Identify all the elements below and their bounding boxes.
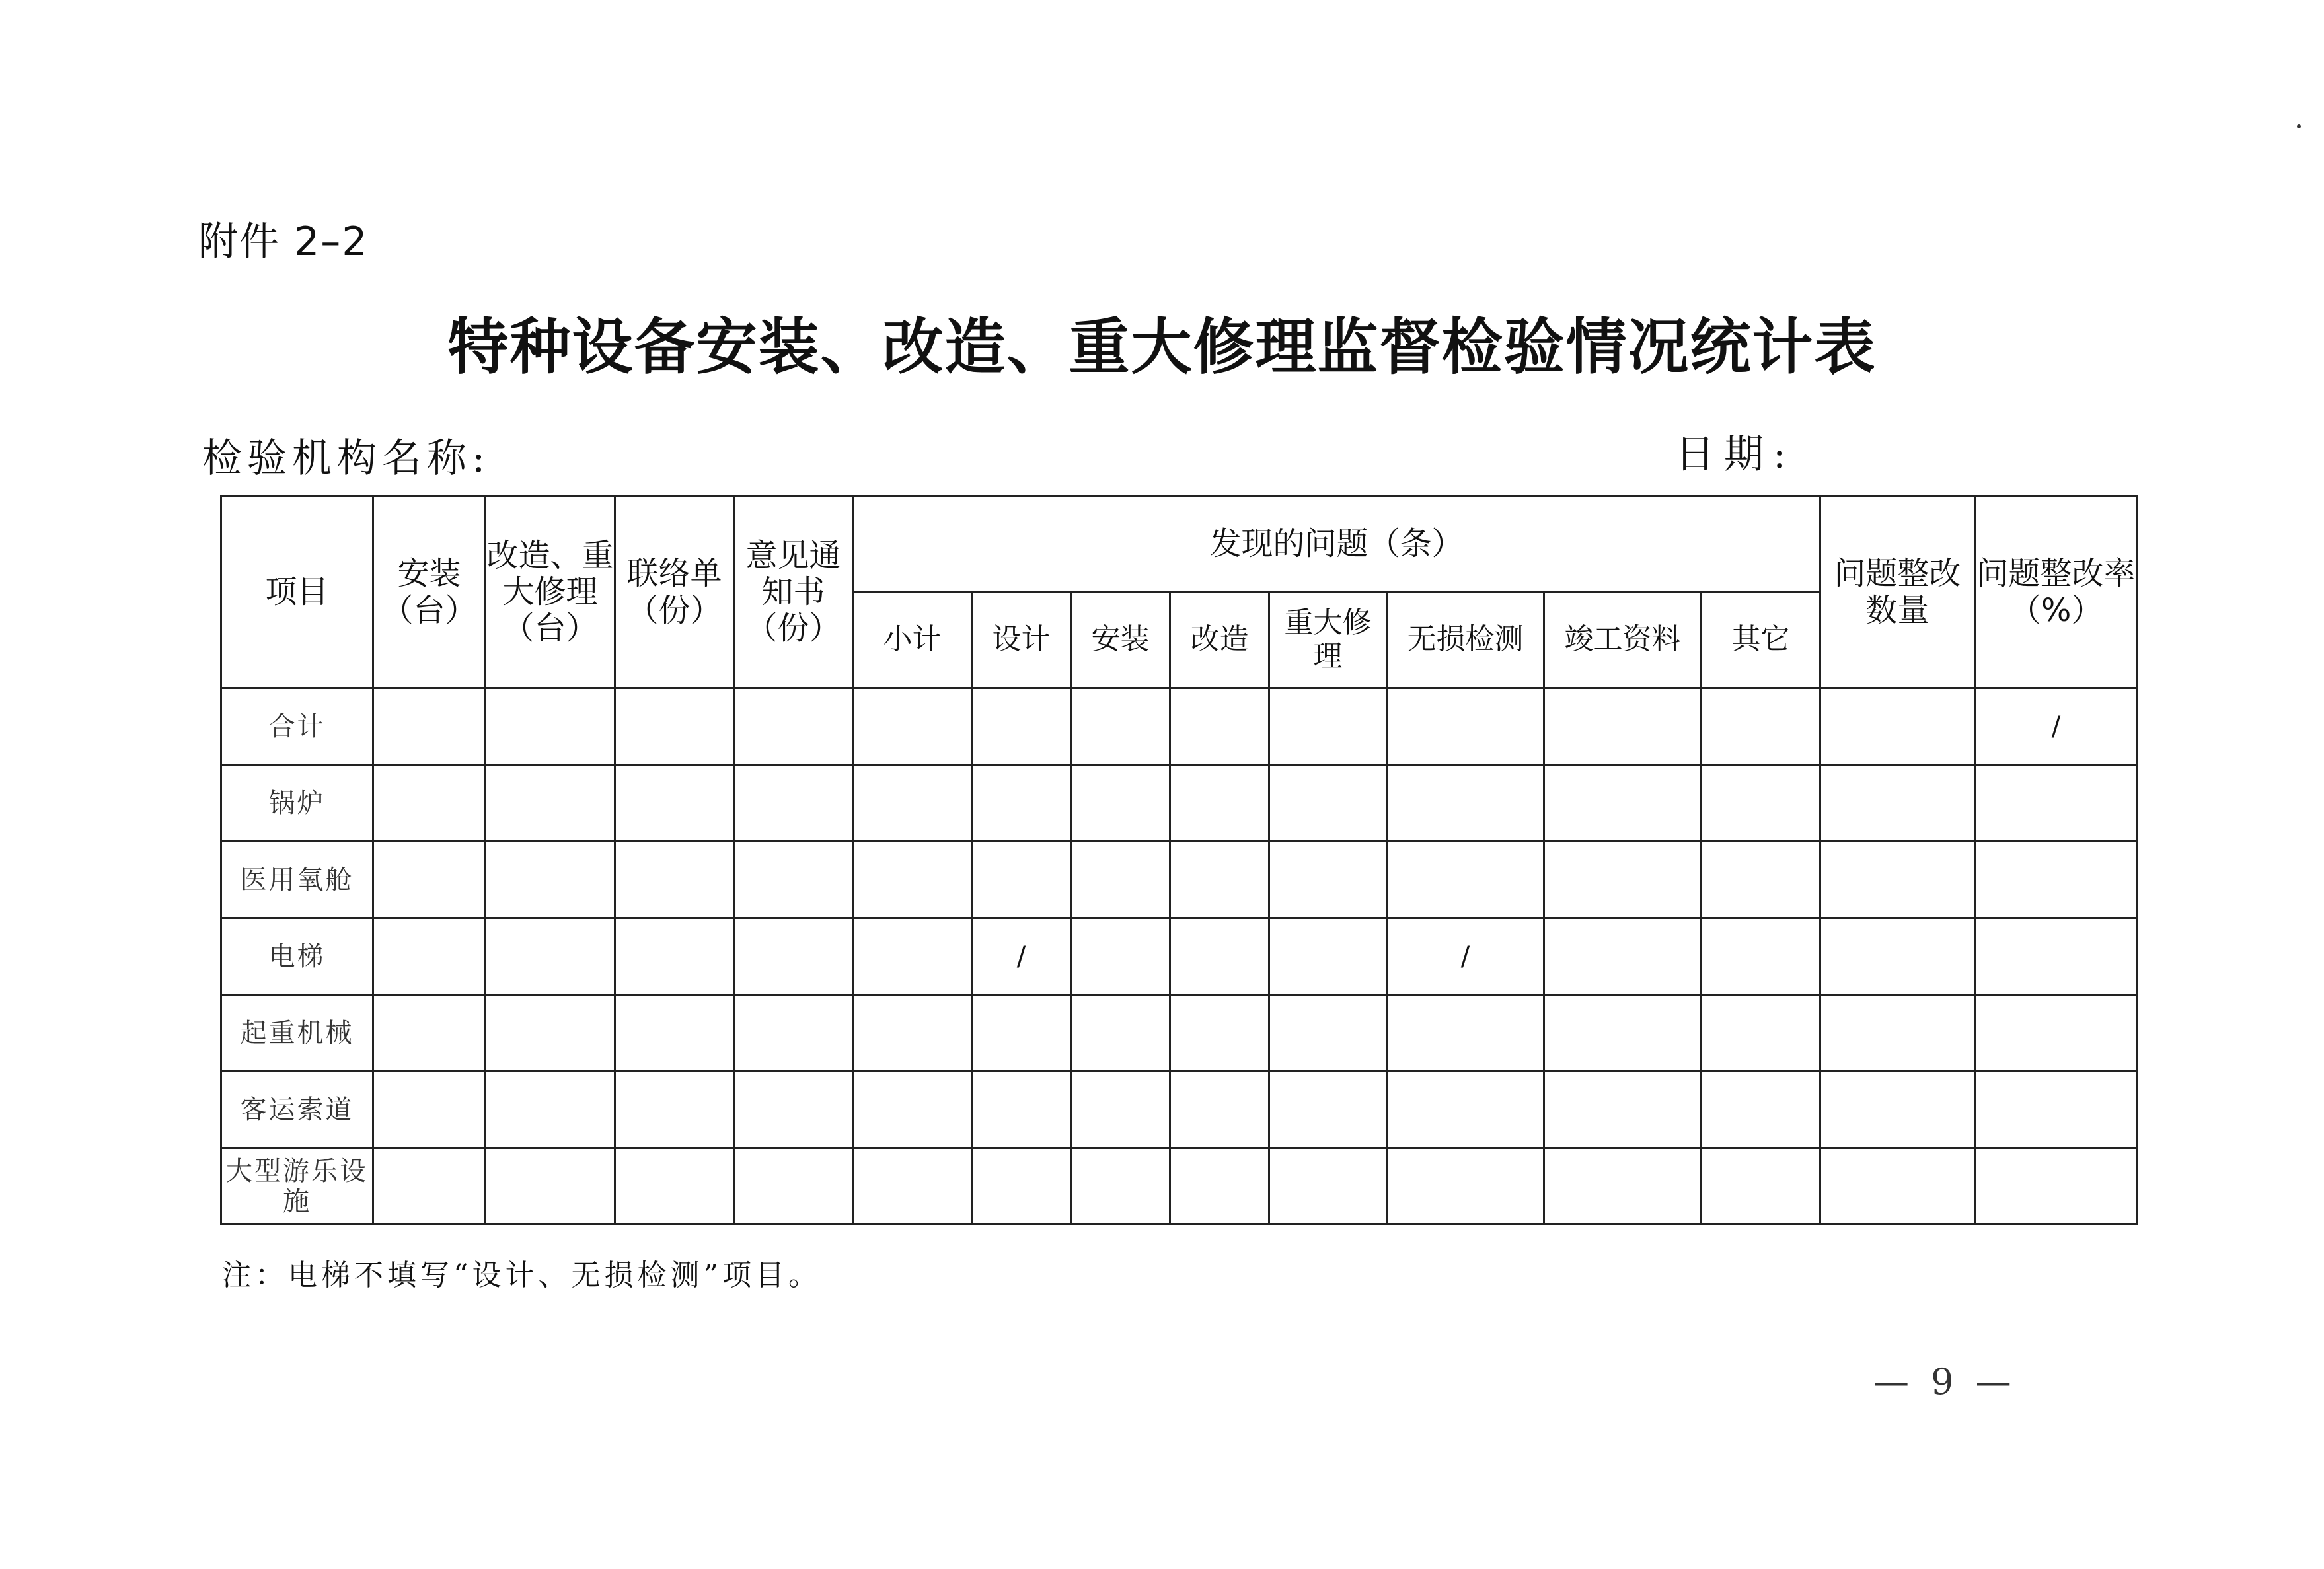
table-cell[interactable] [1975,918,2138,995]
table-cell[interactable] [1975,1072,2138,1148]
table-cell[interactable] [1269,765,1387,842]
table-cell[interactable] [373,842,486,918]
row-label: 医用氧舱 [221,842,373,918]
table-cell[interactable] [1702,995,1820,1072]
table-cell[interactable] [373,995,486,1072]
table-cell[interactable] [734,995,853,1072]
table-cell[interactable] [734,765,853,842]
table-cell[interactable] [1170,995,1269,1072]
table-cell[interactable] [1071,1148,1170,1225]
table-cell[interactable] [373,765,486,842]
table-cell[interactable] [1975,1148,2138,1225]
table-cell[interactable] [1702,842,1820,918]
table-cell[interactable] [1387,765,1544,842]
table-cell[interactable] [1702,765,1820,842]
row-label: 客运索道 [221,1072,373,1148]
table-cell[interactable] [1387,995,1544,1072]
table-cell[interactable] [1820,1072,1975,1148]
header-opinion: 意见通知书（份） [734,497,853,688]
table-cell[interactable] [853,995,972,1072]
row-label: 起重机械 [221,995,373,1072]
table-cell[interactable] [1387,1072,1544,1148]
table-cell[interactable] [734,918,853,995]
table-cell[interactable] [1071,995,1170,1072]
table-cell[interactable] [1170,918,1269,995]
table-row [221,995,2138,1072]
table-cell[interactable] [1975,995,2138,1072]
table-cell[interactable] [972,995,1071,1072]
page-title: 特种设备安装、改造、重大修理监督检验情况统计表 [447,311,1877,383]
table-cell[interactable] [1975,842,2138,918]
row-label: 合计 [221,688,373,765]
header-row-1 [221,497,2138,592]
table-cell[interactable] [1820,765,1975,842]
table-cell[interactable] [1702,1072,1820,1148]
table-cell[interactable]: / [1975,688,2138,765]
row-label: 大型游乐设施 [221,1148,373,1225]
table-cell[interactable] [1544,842,1702,918]
table-row [221,842,2138,918]
header-rectify-count: 问题整改数量 [1820,497,1975,688]
table-cell[interactable] [1387,688,1544,765]
table-cell[interactable] [853,1148,972,1225]
table-cell[interactable] [1820,995,1975,1072]
table-cell[interactable] [486,995,615,1072]
table-cell[interactable] [1544,1148,1702,1225]
table-cell[interactable] [1269,1148,1387,1225]
page-number: — 9 — [1873,1361,2017,1403]
subheader-install: 安装 [1071,592,1170,688]
table-cell[interactable] [615,765,734,842]
table-cell[interactable] [1269,688,1387,765]
subheader-major-repair: 重大修理 [1269,592,1387,688]
subheader-other: 其它 [1702,592,1820,688]
table-cell[interactable] [972,688,1071,765]
table-cell[interactable] [1820,842,1975,918]
table-cell[interactable] [853,1072,972,1148]
table-row [221,688,2138,765]
table-cell[interactable] [373,1072,486,1148]
table-cell[interactable] [1071,688,1170,765]
table-cell[interactable] [734,1072,853,1148]
table-cell[interactable] [972,1072,1071,1148]
header-modify: 改造、重大修理（台） [486,497,615,688]
table-cell[interactable] [615,1148,734,1225]
table-cell[interactable] [1071,842,1170,918]
table-cell[interactable] [972,1148,1071,1225]
table-cell[interactable] [734,842,853,918]
header-found-issues: 发现的问题（条） [853,497,1820,592]
row-label: 电梯 [221,918,373,995]
table-cell[interactable] [1387,1148,1544,1225]
table-cell[interactable] [972,842,1071,918]
table-cell[interactable] [1269,842,1387,918]
header-project: 项目 [221,497,373,688]
table-cell[interactable] [1702,1148,1820,1225]
table-cell[interactable] [615,842,734,918]
table-cell[interactable] [373,918,486,995]
table-row [221,765,2138,842]
table-cell[interactable] [853,765,972,842]
table-cell[interactable] [853,842,972,918]
stats-table [220,495,2138,1225]
table-body [221,688,2138,1225]
table-row [221,1072,2138,1148]
table-cell[interactable] [1170,1148,1269,1225]
table-cell[interactable] [734,1148,853,1225]
scan-mark [2297,124,2301,128]
subheader-ndt: 无损检测 [1387,592,1544,688]
table-cell[interactable]: / [972,918,1071,995]
table-row [221,1148,2138,1225]
table-cell[interactable] [1170,688,1269,765]
table-cell[interactable] [1544,918,1702,995]
table-cell[interactable] [486,918,615,995]
table-cell[interactable] [615,995,734,1072]
table-cell[interactable] [1071,1072,1170,1148]
table-cell[interactable] [1544,688,1702,765]
table-cell[interactable] [853,688,972,765]
table-cell[interactable] [1820,1148,1975,1225]
date-label: 日期: [1675,431,1796,478]
table-cell[interactable]: / [1387,918,1544,995]
table-cell[interactable] [486,1148,615,1225]
subheader-design: 设计 [972,592,1071,688]
table-row [221,918,2138,995]
attachment-label: 附件 2–2 [198,219,369,265]
table-cell[interactable] [1820,688,1975,765]
table-cell[interactable] [615,918,734,995]
table-cell[interactable] [1269,1072,1387,1148]
subheader-modify: 改造 [1170,592,1269,688]
table-cell[interactable] [1702,688,1820,765]
footnote: 注：电梯不填写“设计、无损检测”项目。 [222,1259,821,1292]
table-cell[interactable] [615,1072,734,1148]
header-rectify-rate: 问题整改率（%） [1975,497,2138,688]
table-cell[interactable] [1387,842,1544,918]
table-cell[interactable] [373,1148,486,1225]
table-cell[interactable] [1170,765,1269,842]
table-cell[interactable] [1269,918,1387,995]
table-cell[interactable] [853,918,972,995]
subheader-subtotal: 小计 [853,592,972,688]
header-contact: 联络单（份） [615,497,734,688]
table-cell[interactable] [1269,995,1387,1072]
table-cell[interactable] [615,688,734,765]
table-cell[interactable] [1071,765,1170,842]
table-cell[interactable] [972,765,1071,842]
table-cell[interactable] [1071,918,1170,995]
table-cell[interactable] [1975,765,2138,842]
subheader-completion-docs: 竣工资料 [1544,592,1702,688]
org-name-label: 检验机构名称: [202,435,491,482]
table-cell[interactable] [373,688,486,765]
table-cell[interactable] [1170,1072,1269,1148]
table-cell[interactable] [1820,918,1975,995]
table-cell[interactable] [486,1072,615,1148]
table-cell[interactable] [486,765,615,842]
table-cell[interactable] [1544,995,1702,1072]
table-cell[interactable] [1170,842,1269,918]
header-install: 安装（台） [373,497,486,688]
table-cell[interactable] [1702,918,1820,995]
table-cell[interactable] [486,688,615,765]
table-cell[interactable] [734,688,853,765]
row-label: 锅炉 [221,765,373,842]
table-cell[interactable] [1544,765,1702,842]
table-cell[interactable] [486,842,615,918]
table-cell[interactable] [1544,1072,1702,1148]
